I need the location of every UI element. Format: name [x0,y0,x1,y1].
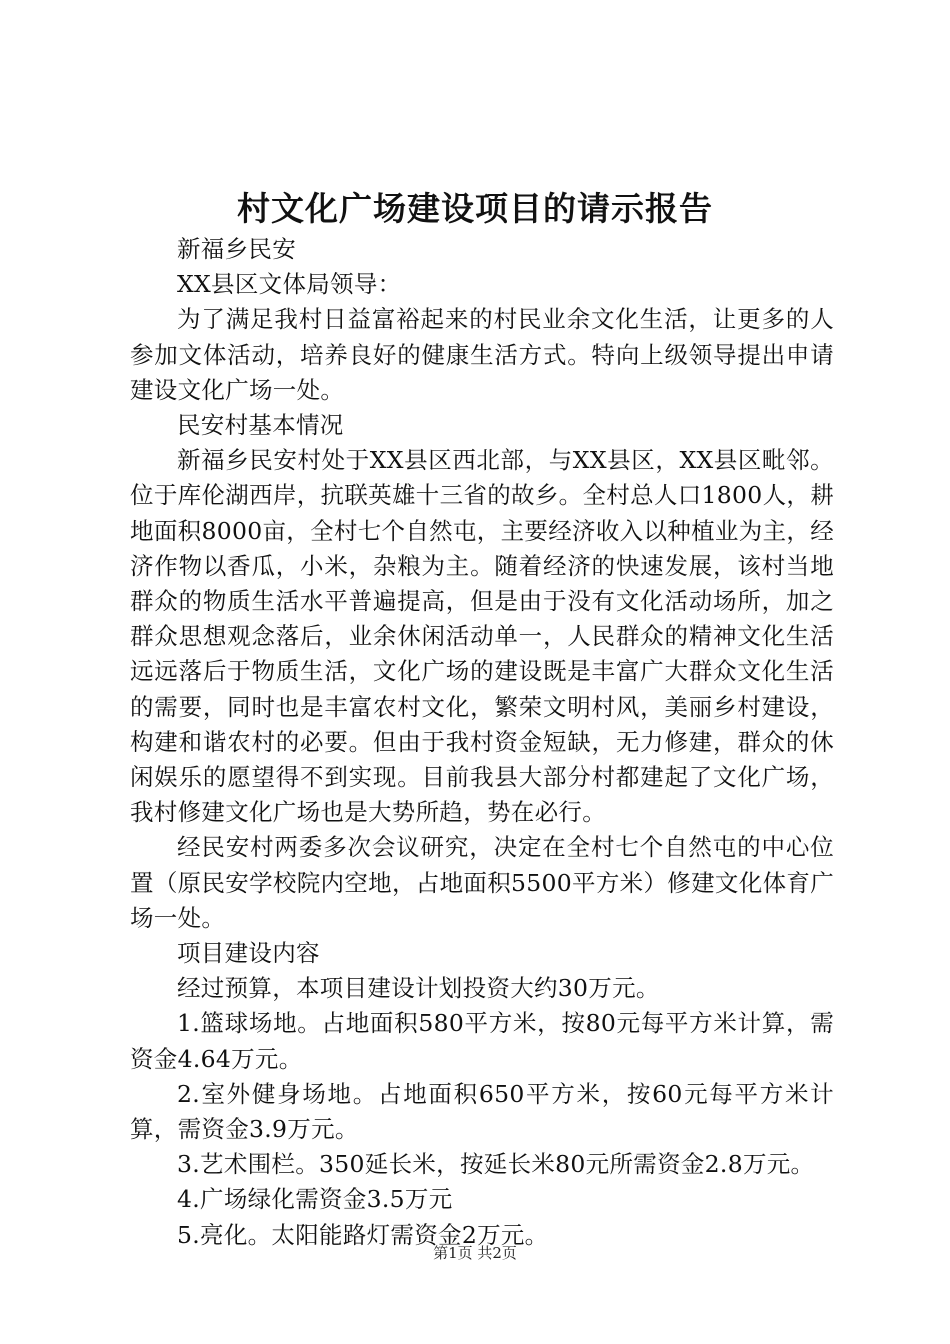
list-item-lighting: 5.亮化。太阳能路灯需资金2万元。 [177,1220,549,1249]
list-item-basketball: 1.篮球场地。占地面积580平方米，按80元每平方米计算，需资金4.64万元。 [130,1009,834,1073]
document-title: 村文化广场建设项目的请示报告 [237,189,713,228]
section-heading-basic-info: 民安村基本情况 [177,411,344,440]
page-footer: 第1页 共2页 [433,1244,517,1262]
document-body [130,232,834,1253]
list-item-greening: 4.广场绿化需资金3.5万元 [177,1185,453,1214]
paragraph-purpose: 为了满足我村日益富裕起来的村民业余文化生活，让更多的人参加文体活动，培养良好的健康生活方式。特向上级领导提出申请建设文化广场一处。 [130,305,834,404]
paragraph-sender: 新福乡民安 [177,235,296,263]
paragraph-village-overview: 新福乡民安村处于XX县区西北部，与XX县区，XX县区毗邻。位于库伦湖西岸，抗联英雄十三省的故乡。全村总人口1800人，耕地面积8000亩，全村七个自然屯，主要经济收入以种植业为主，经济作物以香瓜，小米，杂粮为主。随着经济的快速发展，该村当地群众的物质生活水平普遍提高，但是由于没有文化活动场所，加之群众思想观念落后，业余休闲活动单一，人民群众的精神文化生活远远落后于物质生活，文化广场的建设既是丰富广大群众文化生活的需要，同时也是丰富农村文化，繁荣文明村风，美丽乡村建设，构建和谐农村的必要。但由于我村资金短缺，无力修建，群众的休闲娱乐的愿望得不到实现。目前我县大部分村都建起了文化广场，我村修建文化广场也是大势所趋，势在必行。 [130,446,834,827]
paragraph-decision: 经民安村两委多次会议研究，决定在全村七个自然屯的中心位置（原民安学校院内空地，占地面积5500平方米）修建文化体育广场一处。 [130,833,834,932]
paragraph-recipient: XX县区文体局领导： [177,270,402,299]
list-item-fitness: 2.室外健身场地。占地面积650平方米，按60元每平方米计算，需资金3.9万元。 [130,1079,834,1144]
section-heading-project-content: 项目建设内容 [177,939,320,968]
paragraph-budget: 经过预算，本项目建设计划投资大约30万元。 [177,974,660,1003]
list-item-fence: 3.艺术围栏。350延长米，按延长米80元所需资金2.8万元。 [177,1150,815,1179]
